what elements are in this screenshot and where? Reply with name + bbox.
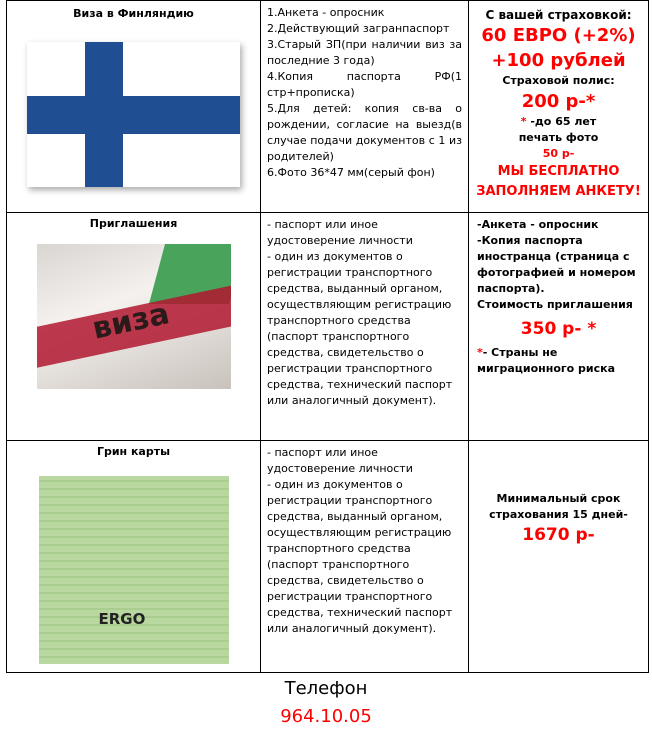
doc-item: - один из документов о регистрации транспортного средства, выданный органом, осуществляющим регистрацию транспортного средства (паспорт транспортного средства, свидетельство о регистрации транспортного средства, технический паспорт или аналогичный документ).	[267, 250, 453, 407]
policy-price: 200 р-*	[521, 91, 596, 112]
row-finland-visa	[7, 1, 649, 213]
promo-text: МЫ БЕСПЛАТНО	[497, 164, 620, 179]
greencard-price: 1670 р-	[522, 525, 595, 545]
doc-item: - паспорт или иное удостоверение личности	[267, 218, 413, 247]
price-text: печать фото	[518, 131, 599, 144]
finland-flag-image	[27, 42, 240, 187]
doc-item: 2.Действующий загранпаспорт	[267, 22, 450, 35]
asterisk: *	[477, 346, 483, 359]
doc-item: 4.Копия паспорта РФ(1 стр+прописка)	[267, 70, 462, 99]
asterisk: *	[520, 115, 527, 128]
visa-image: виза	[37, 244, 231, 389]
price-text: С вашей страховкой:	[485, 8, 632, 22]
documents-list	[261, 1, 469, 213]
row-title: Грин карты	[96, 445, 171, 458]
price-text: -до 65 лет	[526, 115, 597, 128]
price-text: -Анкета - опросник	[477, 218, 599, 231]
price-info	[469, 213, 649, 441]
price-text: -Копия паспорта иностранца (страница с фотографией и номером паспорта).	[477, 234, 636, 295]
phone-number[interactable]: 964.10.05	[280, 706, 372, 727]
price-text: Стоимость приглашения	[477, 298, 633, 311]
row-invitations	[7, 213, 649, 441]
promo-text: ЗАПОЛНЯЕМ АНКЕТУ!	[476, 184, 641, 199]
price-info	[469, 441, 649, 673]
doc-item: 1.Анкета - опросник	[267, 6, 385, 19]
photo-price: 50 р-	[542, 147, 575, 160]
row-title: Виза в Финляндию	[73, 7, 194, 20]
green-card-image: ERGO	[39, 476, 229, 664]
price-euro: 60 ЕВРО (+2%)	[481, 25, 636, 46]
documents-list	[261, 441, 469, 673]
documents-list	[261, 213, 469, 441]
doc-item: 3.Старый ЗП(при наличии виз за последние 3 года)	[267, 38, 462, 67]
row-green-cards	[7, 441, 649, 673]
price-text: Страховой полис:	[502, 74, 615, 87]
doc-item: 6.Фото 36*47 мм(серый фон)	[267, 166, 435, 179]
doc-item: - паспорт или иное удостоверение личности	[267, 446, 413, 475]
price-info	[469, 1, 649, 213]
price-text: Минимальный срок страхования 15 дней-	[489, 492, 628, 521]
row-title: Приглашения	[89, 217, 178, 230]
doc-item: 5.Для детей: копия св-ва о рождении, согласие на выезд(в случае подачи документов с 1 из родителей)	[267, 102, 462, 163]
invitation-price: 350 р- *	[520, 319, 597, 339]
price-rub: +100 рублей	[491, 50, 626, 71]
services-table	[6, 0, 649, 673]
doc-item: - один из документов о регистрации транспортного средства, выданный органом, осуществляющим регистрацию транспортного средства (паспорт транспортного средства, свидетельство о регистрации транспортного средства, технический паспорт или аналогичный документ).	[267, 478, 453, 635]
price-text: - Страны не миграционного риска	[477, 346, 616, 375]
phone-label: Телефон	[284, 678, 368, 699]
